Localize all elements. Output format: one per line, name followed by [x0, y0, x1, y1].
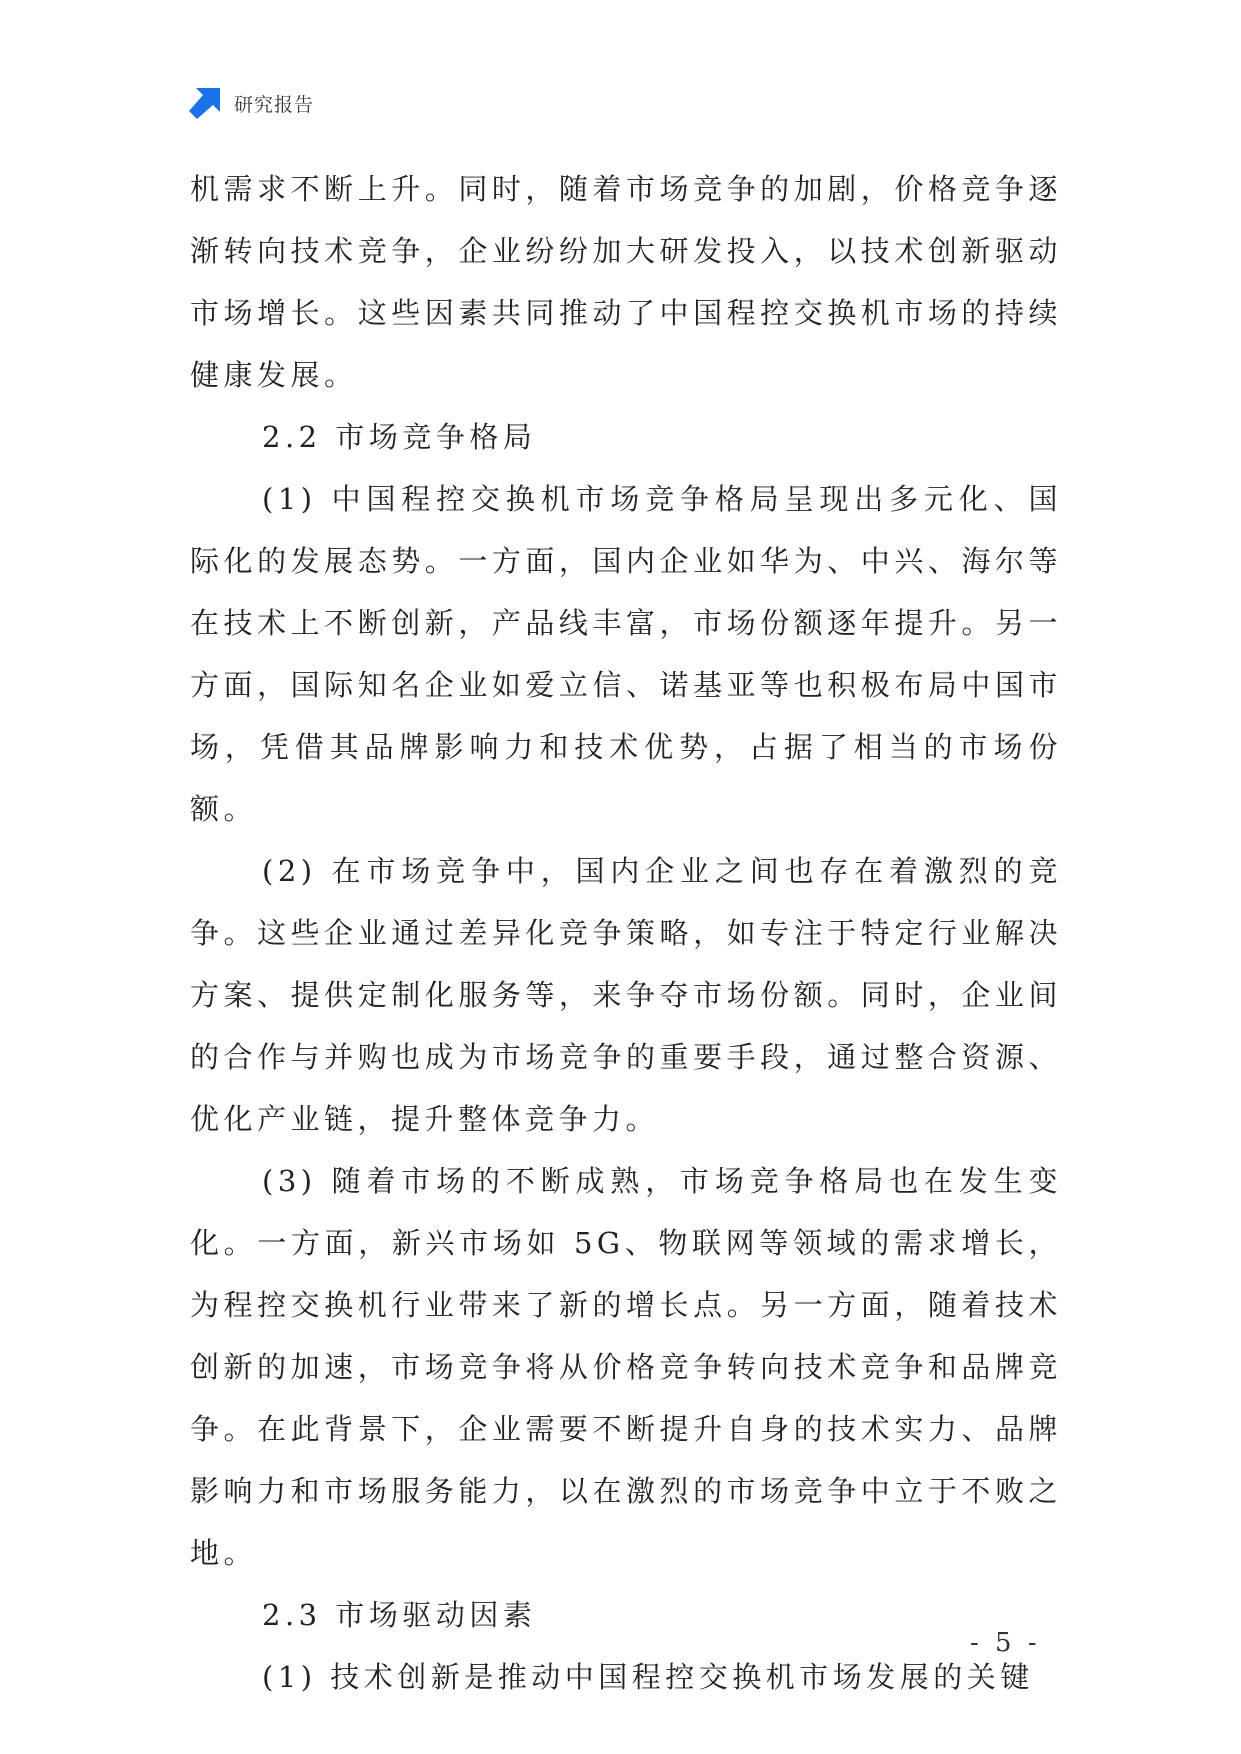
page-header	[188, 86, 314, 120]
paragraph-competition-2: (2) 在市场竞争中，国内企业之间也存在着激烈的竞争。这些企业通过差异化竞争策略，如专注于特定行业解决方案、提供定制化服务等，来争夺市场份额。同时，企业间的合作与并购也成为市场竞争的重要手段，通过整合资源、优化产业链，提升整体竞争力。	[190, 854, 1062, 1136]
section-heading-2-3: 2.3 市场驱动因素	[262, 1598, 537, 1632]
paragraph-competition-3: (3) 随着市场的不断成熟，市场竞争格局也在发生变化。一方面，新兴市场如 5G、物联网等领域的需求增长，为程控交换机行业带来了新的增长点。另一方面，随着技术创新的加速，市场竞争将从价格竞争转向技术竞争和品牌竞争。在此背景下，企业需要不断提升自身的技术实力、品牌影响力和市场服务能力，以在激烈的市场竞争中立于不败之地。	[190, 1164, 1062, 1570]
paragraph-drivers-1: (1) 技术创新是推动中国程控交换机市场发展的关键	[262, 1660, 1034, 1694]
document-body	[190, 158, 1062, 1708]
paragraph-continuation: 机需求不断上升。同时，随着市场竞争的加剧，价格竞争逐渐转向技术竞争，企业纷纷加大研发投入，以技术创新驱动市场增长。这些因素共同推动了中国程控交换机市场的持续健康发展。	[190, 172, 1062, 392]
page-number: - 5 -	[970, 1628, 1041, 1658]
paragraph-competition-1: (1) 中国程控交换机市场竞争格局呈现出多元化、国际化的发展态势。一方面，国内企业如华为、中兴、海尔等在技术上不断创新，产品线丰富，市场份额逐年提升。另一方面，国际知名企业如爱立信、诺基亚等也积极布局中国市场，凭借其品牌影响力和技术优势，占据了相当的市场份额。	[190, 482, 1062, 826]
section-heading-2-2: 2.2 市场竞争格局	[262, 420, 537, 454]
arrow-up-right-icon	[188, 86, 222, 120]
header-title: 研究报告	[234, 93, 315, 116]
